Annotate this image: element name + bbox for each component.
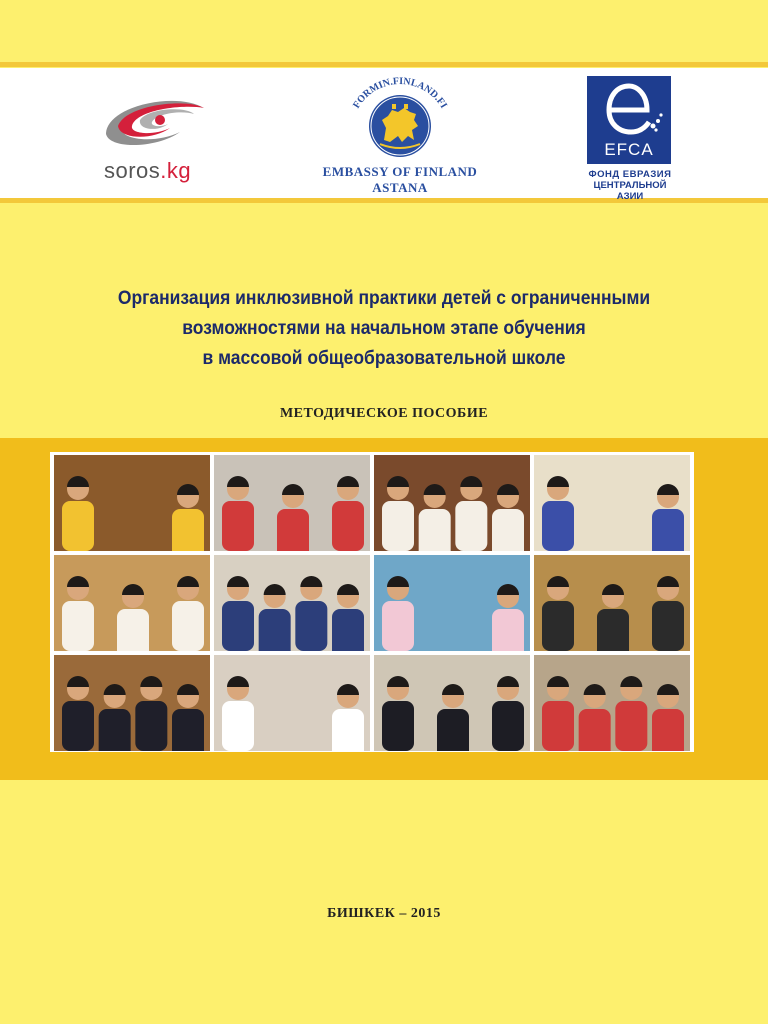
- efca-name-line1: ФОНД ЕВРАЗИЯ: [588, 169, 672, 180]
- embassy-of-finland-logo: [300, 70, 500, 195]
- efca-name-line2: ЦЕНТРАЛЬНОЙ АЗИИ: [593, 180, 667, 202]
- classroom-photo: [54, 555, 210, 651]
- classroom-photo: [534, 655, 690, 751]
- efca-word: EFCA: [604, 140, 654, 159]
- photo-collage: [50, 452, 694, 752]
- photo-strip: [0, 438, 768, 780]
- document-subtitle: МЕТОДИЧЕСКОЕ ПОСОБИЕ: [279, 406, 489, 421]
- soros-wordmark: [104, 158, 191, 184]
- efca-e-icon: [587, 76, 671, 140]
- classroom-photo: [374, 555, 530, 651]
- embassy-city: ASTANA: [372, 180, 428, 195]
- soros-logo: [96, 86, 216, 186]
- title-line-2: возможностями на начальном этапе обучения: [182, 318, 586, 339]
- classroom-photo: [214, 455, 370, 551]
- classroom-photo: [534, 455, 690, 551]
- svg-text:FORMIN.FINLAND.FI: FORMIN.FINLAND.FI: [351, 75, 449, 111]
- top-accent-stripe: [0, 62, 768, 67]
- classroom-photo: [374, 455, 530, 551]
- title-line-1: Организация инклюзивной практики детей с ограниченными: [117, 288, 651, 309]
- document-title: [86, 284, 682, 374]
- soros-swirl-icon: [96, 86, 216, 156]
- classroom-photo: [534, 555, 690, 651]
- classroom-photo: [214, 555, 370, 651]
- efca-emblem: [587, 76, 671, 164]
- classroom-photo: [54, 655, 210, 751]
- soros-tld: .kg: [160, 158, 192, 183]
- publication-place-year: БИШКЕК – 2015: [327, 906, 441, 921]
- photo-grid: [54, 455, 690, 751]
- efca-logo: [585, 76, 685, 202]
- soros-name: soros: [104, 158, 161, 183]
- embassy-name: EMBASSY OF FINLAND: [322, 164, 478, 179]
- classroom-photo: [374, 655, 530, 751]
- classroom-photo: [54, 455, 210, 551]
- title-line-3: в массовой общеобразовательной школе: [202, 348, 566, 369]
- finland-lion-emblem-icon: [300, 70, 500, 162]
- classroom-photo: [214, 655, 370, 751]
- logo-band: [0, 68, 768, 202]
